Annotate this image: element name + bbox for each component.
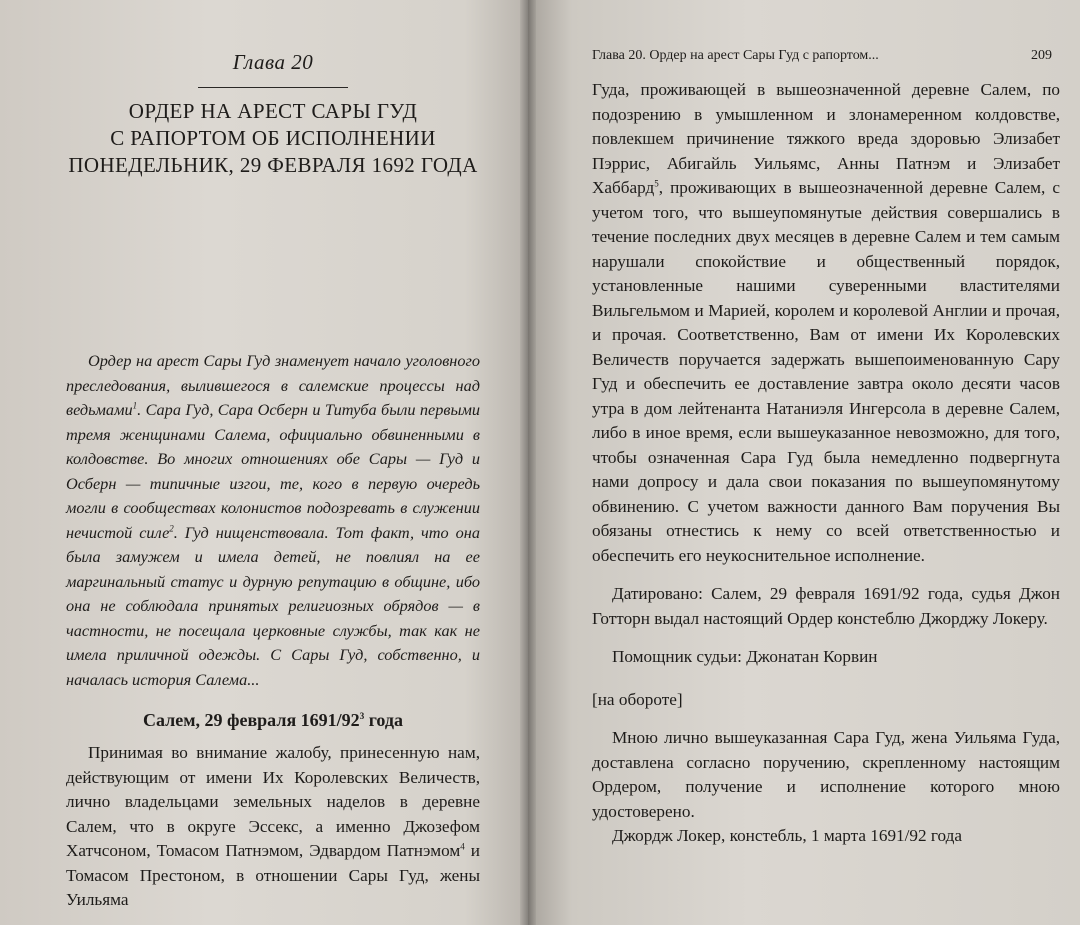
intro-text: . Сара Гуд, Сара Осберн и Титуба были первыми тремя женщинами Салема, официально обвиненными в колдовстве. Во многих отношениях обе Сары — Гуд и Осберн — типичные изгои, те, кого в первую очередь могли в сообществах колонистов подозревать в служении нечистой силе (66, 400, 480, 542)
section-heading-text: Салем, 29 февраля 1691/92 (143, 710, 360, 730)
book-gutter (520, 0, 536, 925)
return-paragraph: Мною лично вышеуказанная Сара Гуд, жена Уильяма Гуда, доставлена согласно поручению, скрепленному настоящим Ордером, получение и исполнение которого мною удостоверено. (592, 728, 1060, 821)
chapter-label: Глава 20 (232, 50, 314, 74)
running-head (592, 48, 1060, 64)
intro-text: Ордер на арест Сары Гуд знаменует начало уголовного преследования, вылившегося в салемские процессы над ведьмами (66, 351, 480, 419)
running-head-title: Глава 20. Ордер на арест Сары Гуд с рапортом... (592, 48, 879, 63)
dated-paragraph: Датировано: Салем, 29 февраля 1691/92 года, судья Джон Готторн выдал настоящий Ордер констеблю Джорджу Локеру. (592, 584, 1060, 628)
assistant-judge-line: Помощник судьи: Джонатан Корвин (612, 647, 878, 666)
footnote-marker: 3 (359, 711, 365, 721)
chapter-rule (198, 87, 348, 88)
intro-paragraph (66, 349, 480, 692)
footnote-marker: 2 (169, 523, 174, 534)
section-heading (66, 710, 480, 731)
right-page (528, 0, 1080, 925)
body-text: и Томасом Престоном, в отношении Сары Гуд, жены Уильяма (66, 841, 480, 909)
body-text: , проживающих в вышеозначенной деревне Салем, с учетом того, что вышеупомянутые действия совершались в течение последних двух месяцев в деревне Салем и тем самым нарушали спокойствие и общественный порядок, установленные нашими суверенными властителями Вильгельмом и Марией, королем и королевой Англии и прочая, и прочая. Соответственно, Вам от имени Их Королевских Величеств поручается задержать вышепоименованную Сару Гуд и обеспечить ее доставление завтра около десяти часов утра в дом лейтенанта Натаниэля Ингерсола в деревне Салем, либо в иное время, если вышеуказанное невозможно, для того, чтобы означенная Сара Гуд была немедленно подвергнута нами допросу и дала свои показания по вышеупомянутому обвинению. С учетом важности данного Вам поручения Вы обязаны отнестись к нему со всей ответственностью и обеспечить его неукоснительное исполнение. (592, 178, 1060, 565)
intro-text: . Гуд нищенствовала. Тот факт, что она была замужем и имела детей, не повлиял на ее маргинальный статус и дурную репутацию в общине, ибо она не соблюдала принятых религиозных обрядов — в частности, не посещала церковные службы, так как не имела приличной одежды. С Сары Гуд, собственно, и началась история Салема... (66, 522, 480, 689)
body-text: Гуда, проживающей в вышеозначенной деревне Салем, по подозрению в умышленном и злонамеренном колдовстве, повлекшем причинение тяжкого вреда здоровью Элизабет Пэррис, Абигайль Уильямс, Анны Патнэм и Элизабет Хаббард (592, 80, 1060, 197)
warrant-paragraph (66, 741, 480, 913)
body-text: Принимая во внимание жалобу, принесенную нам, действующим от имени Их Королевских Величеств, лично владельцами земельных наделов в деревне Салем, что в округе Эссекс, а именно Джозефом Хатчсоном, Томасом Патнэмом, Эдвардом Патнэмом (66, 743, 480, 860)
left-page (0, 0, 528, 925)
constable-signature-line: Джордж Локер, констебль, 1 марта 1691/92 года (612, 826, 962, 845)
chapter-title-line: ОРДЕР НА АРЕСТ САРЫ ГУД (128, 99, 418, 123)
reverse-note: [на обороте] (592, 689, 683, 709)
chapter-title-line: ПОНЕДЕЛЬНИК, 29 ФЕВРАЛЯ 1692 ГОДА (68, 153, 478, 177)
chapter-title-line: С РАПОРТОМ ОБ ИСПОЛНЕНИИ (110, 126, 436, 150)
section-heading-text: года (364, 710, 403, 730)
footnote-marker: 4 (460, 841, 465, 852)
warrant-continuation (592, 78, 1060, 568)
footnote-marker: 1 (132, 400, 138, 411)
page-number: 209 (1031, 48, 1052, 63)
footnote-marker: 5 (654, 178, 659, 189)
chapter-title (66, 98, 480, 179)
